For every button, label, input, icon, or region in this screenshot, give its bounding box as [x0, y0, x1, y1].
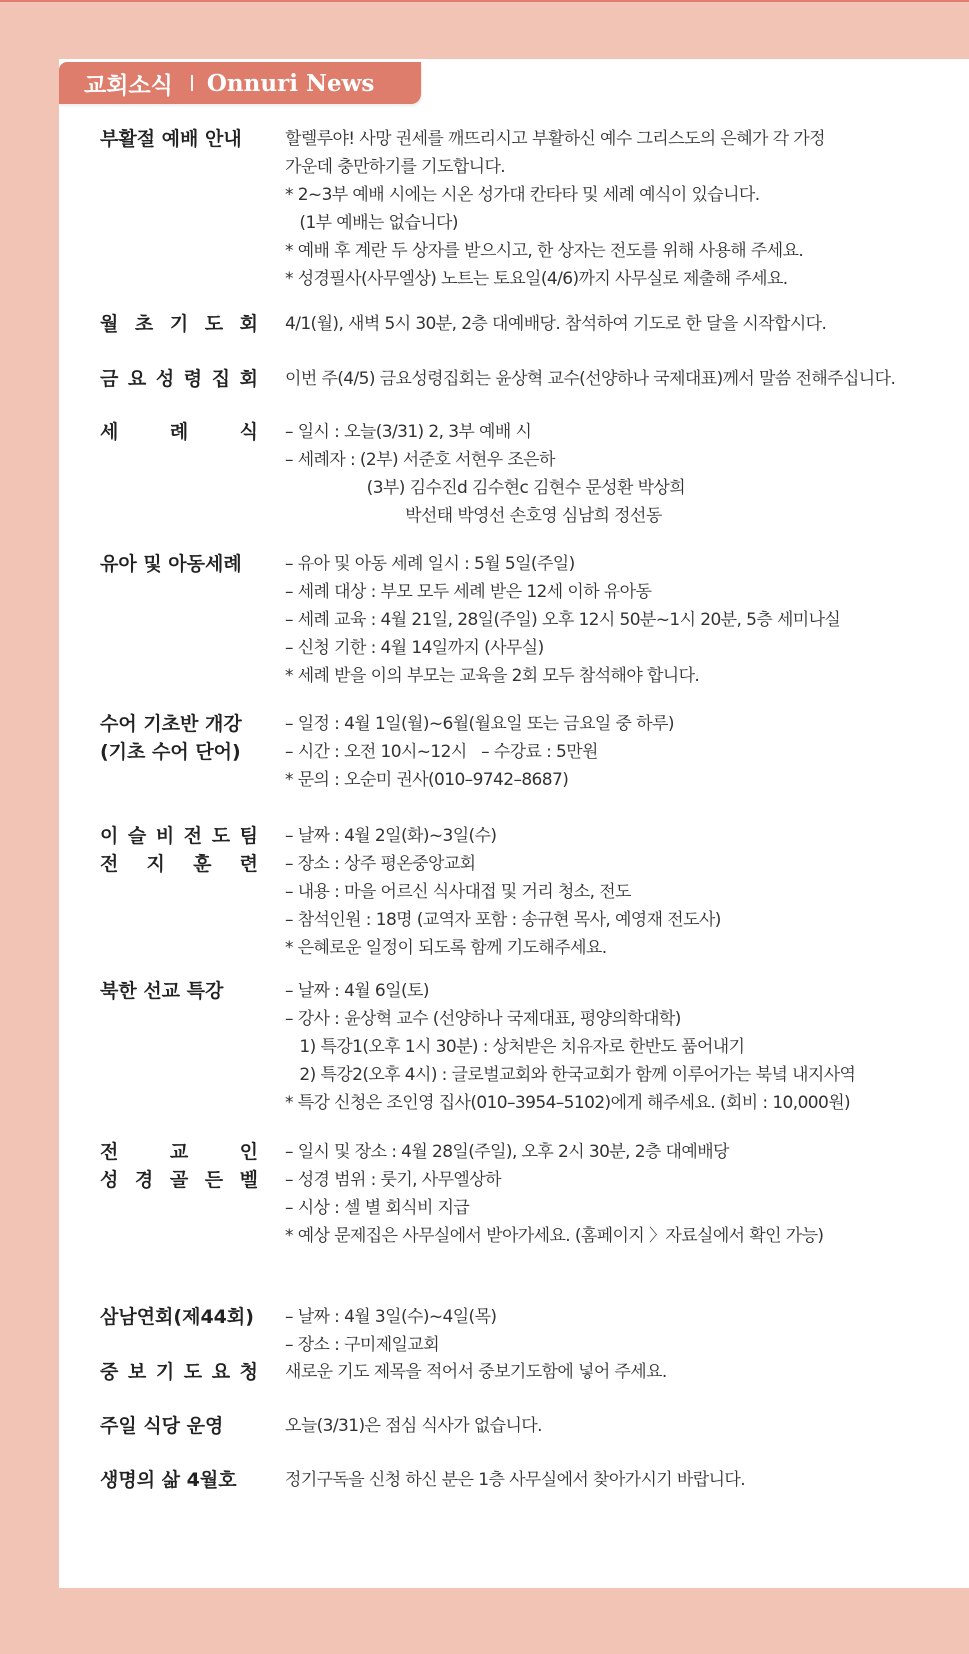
item-label [100, 550, 258, 578]
item-label [100, 310, 258, 338]
item-line: 2) 특강2(오후 4시) : 글로벌교회와 한국교회가 함께 이루어가는 북녘 내지사역 [285, 1065, 856, 1085]
item-line: * 은혜로운 일정이 되도록 함께 기도해주세요. [285, 938, 607, 958]
item-content [285, 418, 955, 530]
item-content [285, 1412, 955, 1440]
item-label-line: 수어 기초반 개강 [100, 713, 242, 735]
item-line: – 시간 : 오전 10시~12시 – 수강료 : 5만원 [285, 742, 598, 762]
item-line: 4/1(월), 새벽 5시 30분, 2층 대예배당. 참석하여 기도로 한 달을 시작합시다. [285, 314, 827, 334]
item-label [100, 977, 258, 1005]
item-label-line: 유아 및 아동세례 [100, 553, 242, 575]
item-label-line: 이 슬 비 전 도 팀 [100, 825, 258, 847]
header-title: 교회소식 [84, 72, 173, 99]
item-line: – 내용 : 마을 어르신 식사대접 및 거리 청소, 전도 [285, 882, 631, 902]
item-line: 가운데 충만하기를 기도합니다. [285, 157, 506, 177]
item-label-line: 생명의 삶 4월호 [100, 1469, 237, 1491]
item-line: – 성경 범위 : 룻기, 사무엘상하 [285, 1170, 501, 1190]
item-line: 새로운 기도 제목을 적어서 중보기도함에 넣어 주세요. [285, 1362, 667, 1382]
header-subtitle: Onnuri News [206, 69, 375, 97]
item-label-line: 삼남연회(제44회) [100, 1306, 254, 1328]
item-line: – 날짜 : 4월 2일(화)~3일(수) [285, 826, 497, 846]
item-content [285, 125, 955, 293]
item-line: – 장소 : 상주 평온중앙교회 [285, 854, 476, 874]
item-label-line: 주일 식당 운영 [100, 1415, 224, 1437]
item-line: – 참석인원 : 18명 (교역자 포함 : 송규현 목사, 예영재 전도사) [285, 910, 721, 930]
item-content [285, 1466, 955, 1494]
item-label [100, 418, 258, 446]
item-line: 1) 특강1(오후 1시 30분) : 상처받은 치유자로 한반도 품어내기 [285, 1037, 745, 1057]
item-line: – 신청 기한 : 4월 14일까지 (사무실) [285, 638, 544, 658]
item-content [285, 1138, 955, 1250]
item-content [285, 710, 955, 794]
item-line: – 시상 : 셀 별 회식비 지급 [285, 1198, 470, 1218]
item-line: * 성경필사(사무엘상) 노트는 토요일(4/6)까지 사무실로 제출해 주세요. [285, 269, 788, 289]
item-content [285, 550, 955, 690]
item-line: – 일시 및 장소 : 4월 28일(주일), 오후 2시 30분, 2층 대예배당 [285, 1142, 729, 1162]
item-content [285, 1358, 955, 1386]
item-content [285, 365, 955, 393]
item-line: – 날짜 : 4월 6일(토) [285, 981, 429, 1001]
item-label [100, 1412, 258, 1440]
item-line: – 장소 : 구미제일교회 [285, 1335, 440, 1355]
item-label [100, 1138, 258, 1194]
item-content [285, 822, 955, 962]
item-content [285, 1303, 955, 1359]
item-label-line: 성 경 골 든 벨 [100, 1169, 258, 1191]
item-label-line: (기초 수어 단어) [100, 741, 241, 763]
item-label-line: 월 초 기 도 회 [100, 313, 258, 335]
item-label [100, 1466, 258, 1494]
item-line: * 2~3부 예배 시에는 시온 성가대 칸타타 및 세례 예식이 있습니다. [285, 185, 760, 205]
item-label-line: 북한 선교 특강 [100, 980, 224, 1002]
item-label-line: 부활절 예배 안내 [100, 128, 242, 150]
item-content [285, 310, 955, 338]
item-line: – 세례 대상 : 부모 모두 세례 받은 12세 이하 유아동 [285, 582, 652, 602]
item-line: 이번 주(4/5) 금요성령집회는 윤상혁 교수(선양하나 국제대표)께서 말씀 전해주십니다. [285, 369, 896, 389]
item-line: * 예상 문제집은 사무실에서 받아가세요. (홈페이지 〉자료실에서 확인 가능) [285, 1226, 824, 1246]
item-label-line: 금 요 성 령 집 회 [100, 368, 258, 390]
item-line: 정기구독을 신청 하신 분은 1층 사무실에서 찾아가시기 바랍니다. [285, 1470, 746, 1490]
item-line: – 세례자 : (2부) 서준호 서현우 조은하 [285, 450, 555, 470]
item-line: 박선태 박영선 손호영 심남희 정선동 [285, 506, 662, 526]
item-label [100, 1358, 258, 1386]
item-label-line: 전 교 인 [100, 1141, 258, 1163]
item-line: 오늘(3/31)은 점심 식사가 없습니다. [285, 1416, 542, 1436]
item-label [100, 710, 258, 766]
item-line: * 특강 신청은 조인영 집사(010–3954–5102)에게 해주세요. (회비 : 10,000원) [285, 1093, 851, 1113]
item-line: – 유아 및 아동 세례 일시 : 5월 5일(주일) [285, 554, 575, 574]
item-line: – 세례 교육 : 4월 21일, 28일(주일) 오후 12시 50분~1시 20분, 5층 세미나실 [285, 610, 841, 630]
item-label-line: 중 보 기 도 요 청 [100, 1361, 258, 1383]
item-label [100, 822, 258, 878]
item-content [285, 977, 955, 1117]
item-line: – 강사 : 윤상혁 교수 (선양하나 국제대표, 평양의학대학) [285, 1009, 681, 1029]
item-label [100, 365, 258, 393]
item-label-line: 전 지 훈 련 [100, 853, 258, 875]
item-line: – 일시 : 오늘(3/31) 2, 3부 예배 시 [285, 422, 532, 442]
item-line: (3부) 김수진d 김수현c 김현수 문성환 박상희 [285, 478, 686, 498]
item-line: 할렐루야! 사망 권세를 깨뜨리시고 부활하신 예수 그리스도의 은혜가 각 가정 [285, 129, 825, 149]
item-line: * 예배 후 계란 두 상자를 받으시고, 한 상자는 전도를 위해 사용해 주세요. [285, 241, 804, 261]
item-line: * 문의 : 오순미 권사(010–9742–8687) [285, 770, 569, 790]
item-label-line: 세 례 식 [100, 421, 258, 443]
item-label [100, 125, 258, 153]
item-line: * 세례 받을 이의 부모는 교육을 2회 모두 참석해야 합니다. [285, 666, 700, 686]
item-label [100, 1303, 258, 1331]
item-line: (1부 예배는 없습니다) [285, 213, 458, 233]
item-line: – 일정 : 4월 1일(월)~6월(월요일 또는 금요일 중 하루) [285, 714, 674, 734]
item-line: – 날짜 : 4월 3일(수)~4일(목) [285, 1307, 497, 1327]
